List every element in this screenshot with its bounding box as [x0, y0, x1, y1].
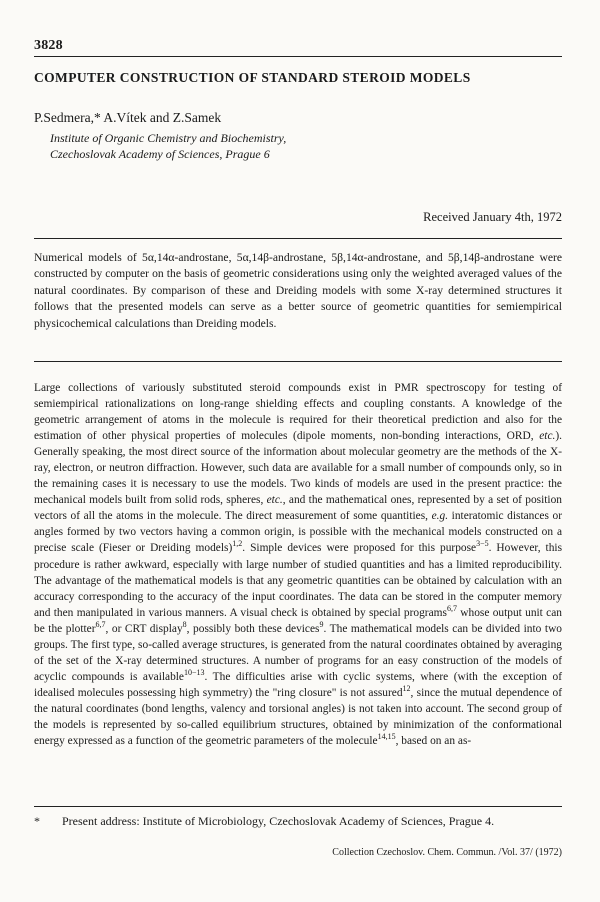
body-segment: , based on an as-	[395, 735, 472, 748]
abstract-top-rule	[34, 238, 562, 239]
reference-mark: 9	[319, 619, 324, 629]
abstract: Numerical models of 5α,14α-androstane, 5α,14β-androstane, 5β,14α-androstane, and 5β,14β-androstane were constructed by computer on the basis of geometric considerations using only the weighted averaged values of the natural coordinates. By comparison of these and Dreiding models with some X-ray determined structures it follows that the presented models can serve as a better source of geometric quantities for semiempirical physicochemical calculations than Dreiding models.	[34, 251, 562, 330]
authors: P.Sedmera,* A.Vítek and Z.Samek	[34, 110, 222, 125]
body-segment: . The difficulties arise with cyclic systems, where (with the exception of idealised molecules possessing high symmetry) the "ring closure" is not assured	[34, 670, 562, 699]
body-segment: , since the mutual dependence of the natural coordinates (bond lengths, valency and torsional angles) is not taken into account. The second group of the models is represented by so-called equilibrium structures, obtained by minimization of the conformational energy expressed as a function of the geometric parameters of the molecule	[34, 686, 562, 748]
article-title: COMPUTER CONSTRUCTION OF STANDARD STEROID MODELS	[34, 70, 471, 85]
body-segment: . However, this procedure is rather awkward, especially with large number of studied quantities and has a limited reproducibility. The advantage of the mathematical models is that any geometric quantities can be obtained by calculation with an accuracy corresponding to the accuracy of the input coordinates. The data can be stored in the computer memory and then manipulated in various manners. A visual check is obtained by special programs	[34, 542, 563, 619]
reference-mark: 10−13	[184, 668, 205, 678]
body-italic: etc.	[266, 494, 283, 507]
reference-mark: 1,2	[232, 539, 243, 549]
body-segment: , or CRT display	[105, 622, 183, 635]
body-segment: ). Generally speaking, the most direct source of the information about molecular geometry are the methods of the X-ray, electron, or neutron diffraction. However, such data are available for a small number of compounds only, so in the remaining cases it is necessary to use the models. Two kinds of models are used in the present practice: the mechanical models built from solid rods, spheres,	[34, 430, 562, 507]
header-rule	[34, 56, 562, 57]
reference-mark: 14,15	[377, 732, 396, 742]
body-segment: interatomic distances or angles formed by two vectors having a common origin, is possible with the mechanical models constructed on a precise scale (Fieser or Dreiding models)	[34, 510, 562, 555]
footnote-rule	[34, 806, 562, 807]
journal-citation: Collection Czechoslov. Chem. Commun. /Vol. 37/ (1972)	[332, 847, 562, 858]
abstract-bottom-rule	[34, 361, 562, 362]
reference-mark: 8	[182, 619, 187, 629]
page-number: 3828	[34, 38, 63, 53]
body-segment: whose output unit can be the plotter	[34, 606, 562, 635]
reference-mark: 3−5	[476, 539, 489, 549]
footnote	[34, 814, 562, 829]
footnote-text: Present address: Institute of Microbiology, Czechoslovak Academy of Sciences, Prague 4.	[62, 814, 495, 828]
body-segment: , possibly both these devices	[186, 622, 320, 635]
body-segment: Large collections of variously substituted steroid compounds exist in PMR spectroscopy for testing of semiempirical rationalizations on long-range shielding effects and coupling constants. A knowledge of the geometric arrangement of atoms in the molecule is required for their theoretical prediction and also for the estimation of other physical properties of molecules (dipole moments, non-bonding interactions, ORD,	[34, 382, 562, 443]
body-italic: e.g.	[431, 510, 449, 523]
body-segment: . Simple devices were proposed for this purpose	[242, 542, 477, 555]
body-text	[34, 380, 562, 749]
body-segment: , and the mathematical ones, represented by a set of position vectors of all the atoms in the molecule. The direct measurement of some quantities,	[34, 494, 562, 523]
affiliation	[50, 130, 286, 162]
body-segment: . The mathematical models can be divided into two groups. The first type, so-called average structures, is generated from the natural coordinates obtained by averaging of the set of the X-ray determined structures. A number of programs for an easy construction of the models of acyclic compounds is available	[34, 622, 562, 683]
affiliation-line-2: Czechoslovak Academy of Sciences, Prague 6	[50, 147, 270, 161]
reference-mark: 6,7	[446, 603, 457, 613]
affiliation-line-1: Institute of Organic Chemistry and Biochemistry,	[50, 131, 287, 145]
received-date: Received January 4th, 1972	[423, 210, 562, 224]
body-italic: etc.	[539, 430, 556, 443]
footnote-mark: *	[34, 814, 40, 828]
reference-mark: 6,7	[95, 619, 106, 629]
reference-mark: 12	[402, 684, 411, 694]
